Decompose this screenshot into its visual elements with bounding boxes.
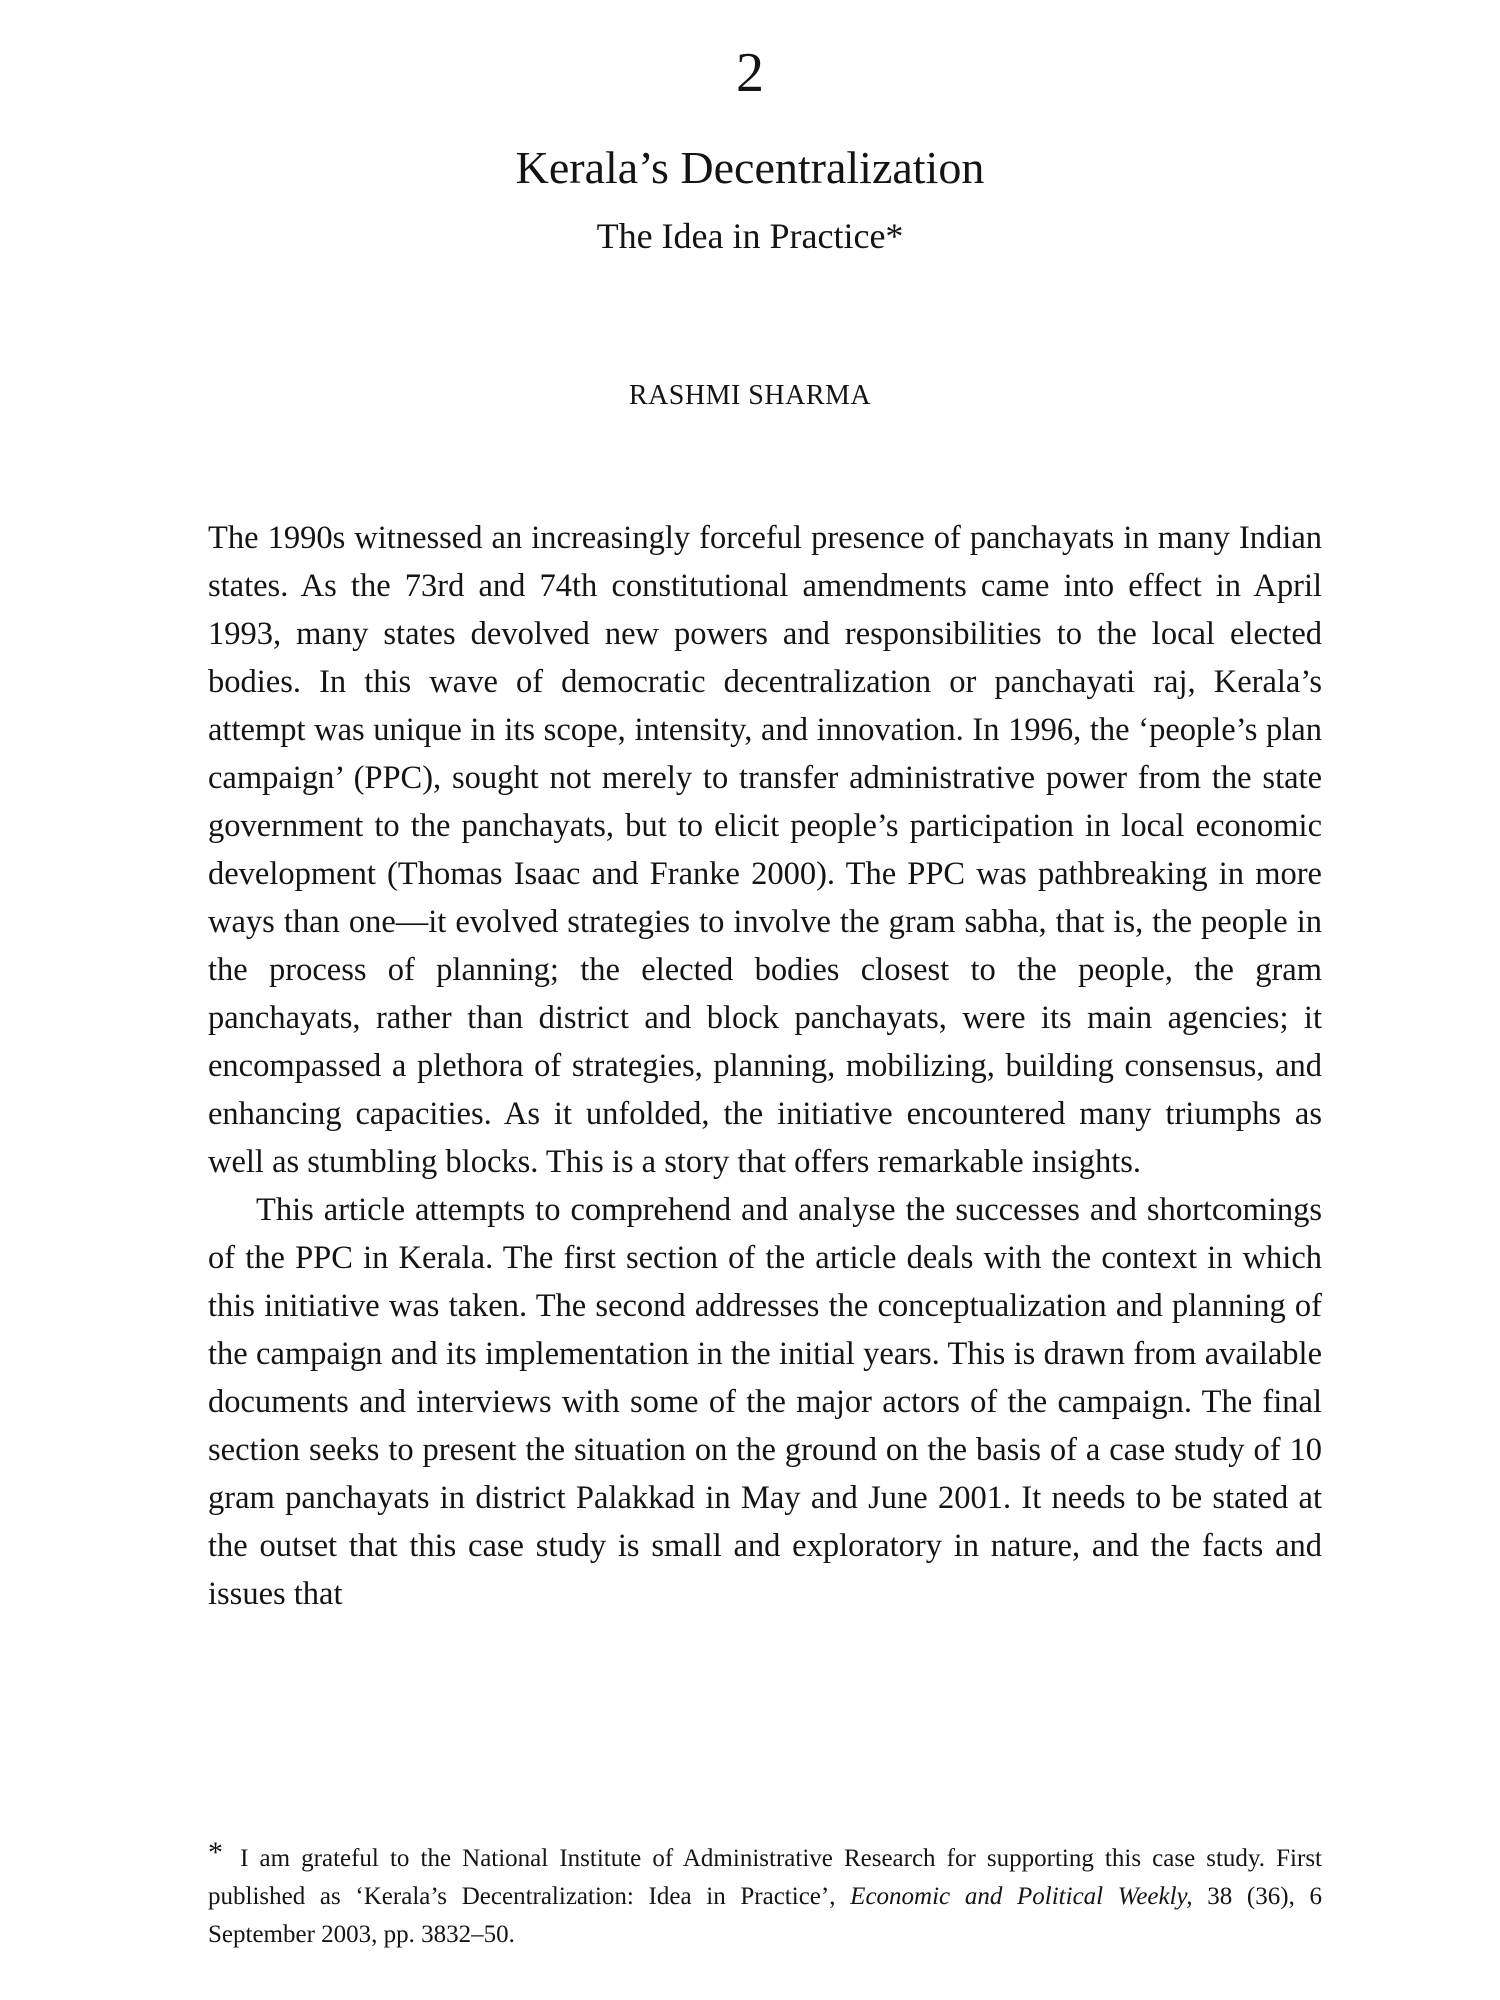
chapter-title: Kerala’s Decentralization [515,142,985,193]
body-paragraph-2: This article attempts to comprehend and analyse the successes and shortcomings of the PPC in Kerala. The first section of the article deals with the context in which this initiative was taken. The second addresses the conceptualization and planning of the campaign and its implementation in the initial years. This is drawn from available documents and interviews with some of the major actors of the campaign. The final section seeks to present the situation on the ground on the basis of a case study of 10 gram panchayats in district Palakkad in May and June 2001. It needs to be stated at the outset that this case study is small and exploratory in nature, and the facts and issues that [208,1192,1322,1612]
footnote-marker: * [208,1836,223,1869]
chapter-number: 2 [736,42,764,104]
author-name: RASHMI SHARMA [628,380,872,411]
footnote-text-before: I am grateful to the National Institute of Administrative Research for supporting this case study. First published as ‘Kerala’s Decentralization: Idea in Practice’, [208,1845,1322,1910]
chapter-subtitle-text: The Idea in Practice [596,216,886,256]
footnote-reference-marker: * [885,216,904,256]
footnote-text-after: 38 (36), 6 September 2003, pp. 3832–50. [208,1883,1323,1948]
chapter-subtitle [0,212,1500,260]
footnote [208,1838,1322,1954]
article-body [208,514,1322,1618]
body-paragraph-1: The 1990s witnessed an increasingly forceful presence of panchayats in many Indian states. As the 73rd and 74th constitutional amendments came into effect in April 1993, many states devolved new powers and responsibilities to the local elected bodies. In this wave of democratic decentralization or panchayati raj, Kerala’s attempt was unique in its scope, intensity, and innovation. In 1996, the ‘people’s plan campaign’ (PPC), sought not merely to transfer administrative power from the state government to the panchayats, but to elicit people’s participation in local economic development (Thomas Isaac and Franke 2000). The PPC was pathbreaking in more ways than one—it evolved strategies to involve the gram sabha, that is, the people in the process of planning; the elected bodies closest to the people, the gram panchayats, rather than district and block panchayats, were its main agencies; it encompassed a plethora of strategies, planning, mobilizing, building consensus, and enhancing capacities. As it unfolded, the initiative encountered many triumphs as well as stumbling blocks. This is a story that offers remarkable insights. [208,520,1322,1180]
footnote-journal-title: Economic and Political Weekly, [850,1883,1193,1910]
